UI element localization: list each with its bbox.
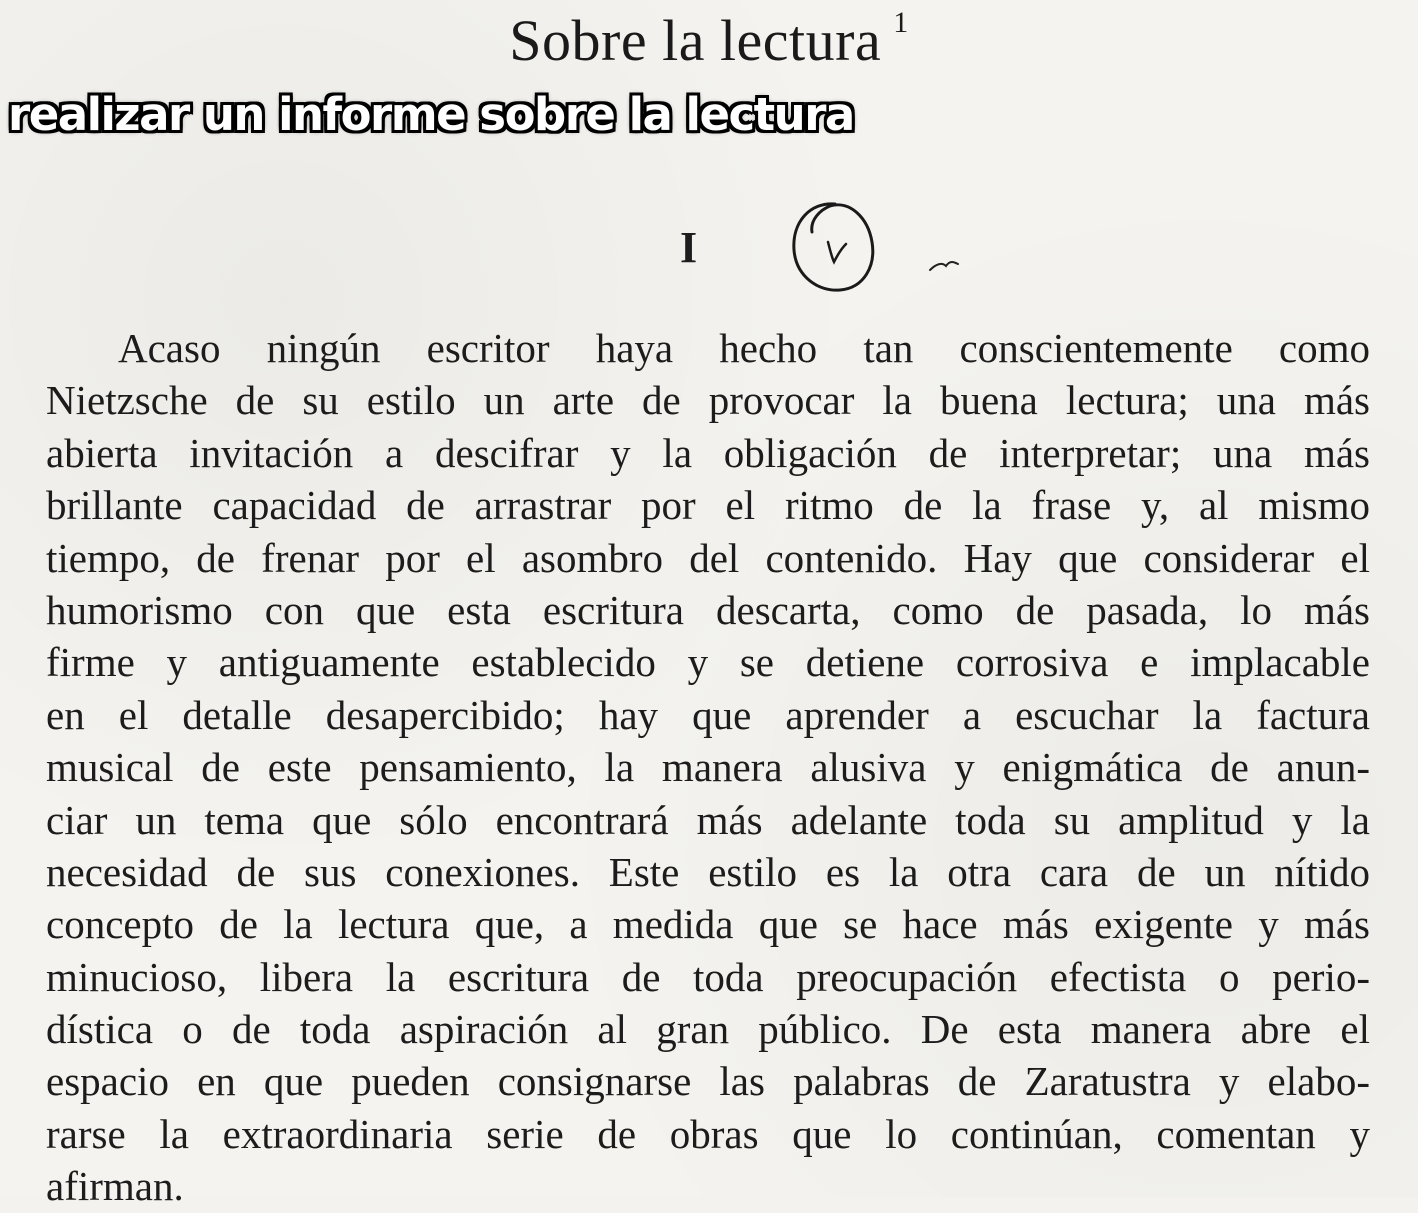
paragraph-line: humorismo con que esta escritura descarta, como de pasada, lo más bbox=[46, 586, 1370, 633]
paragraph-line: afirman. bbox=[46, 1163, 184, 1210]
paragraph-line: en el detalle desapercibido; hay que aprender a escuchar la factura bbox=[46, 691, 1370, 738]
paragraph-line: necesidad de sus conexiones. Este estilo es la otra cara de un nítido bbox=[46, 848, 1370, 895]
page-title bbox=[0, 6, 1418, 74]
paragraph-line: brillante capacidad de arrastrar por el ritmo de la frase y, al mismo bbox=[46, 482, 1370, 529]
paragraph-line: espacio en que pueden consignarse las palabras de Zaratustra y elabo- bbox=[46, 1058, 1370, 1105]
paragraph-line: dística o de toda aspiración al gran público. De esta manera abre el bbox=[46, 1006, 1370, 1053]
body-paragraph bbox=[46, 322, 1370, 1213]
paragraph-line: rarse la extraordinaria serie de obras que lo continúan, comentan y bbox=[46, 1110, 1370, 1157]
paragraph-line: minucioso, libera la escritura de toda preocupación efectista o perio- bbox=[46, 953, 1370, 1000]
paragraph-line: Acaso ningún escritor haya hecho tan conscientemente como bbox=[118, 325, 1370, 371]
paragraph-line: Nietzsche de su estilo un arte de provocar la buena lectura; una más bbox=[46, 377, 1370, 424]
pen-mark bbox=[926, 256, 962, 276]
handwritten-circle-mark bbox=[780, 192, 890, 302]
paragraph-line: musical de este pensamiento, la manera alusiva y enigmática de anun- bbox=[46, 744, 1370, 791]
paragraph-line: ciar un tema que sólo encontrará más adelante toda su amplitud y la bbox=[46, 796, 1370, 843]
paragraph-line: firme y antiguamente establecido y se detiene corrosiva e implacable bbox=[46, 639, 1370, 686]
title-footnote-marker: 1 bbox=[893, 6, 909, 39]
paragraph-line: tiempo, de frenar por el asombro del contenido. Hay que considerar el bbox=[46, 534, 1370, 581]
paragraph-line: concepto de la lectura que, a medida que se hace más exigente y más bbox=[46, 901, 1370, 948]
page-title-text: Sobre la lectura bbox=[509, 8, 882, 73]
overlay-caption: realizar un informe sobre la lectura bbox=[8, 88, 854, 141]
paragraph-line: abierta invitación a descifrar y la obligación de interpretar; una más bbox=[46, 429, 1370, 476]
section-numeral: I bbox=[680, 223, 698, 272]
